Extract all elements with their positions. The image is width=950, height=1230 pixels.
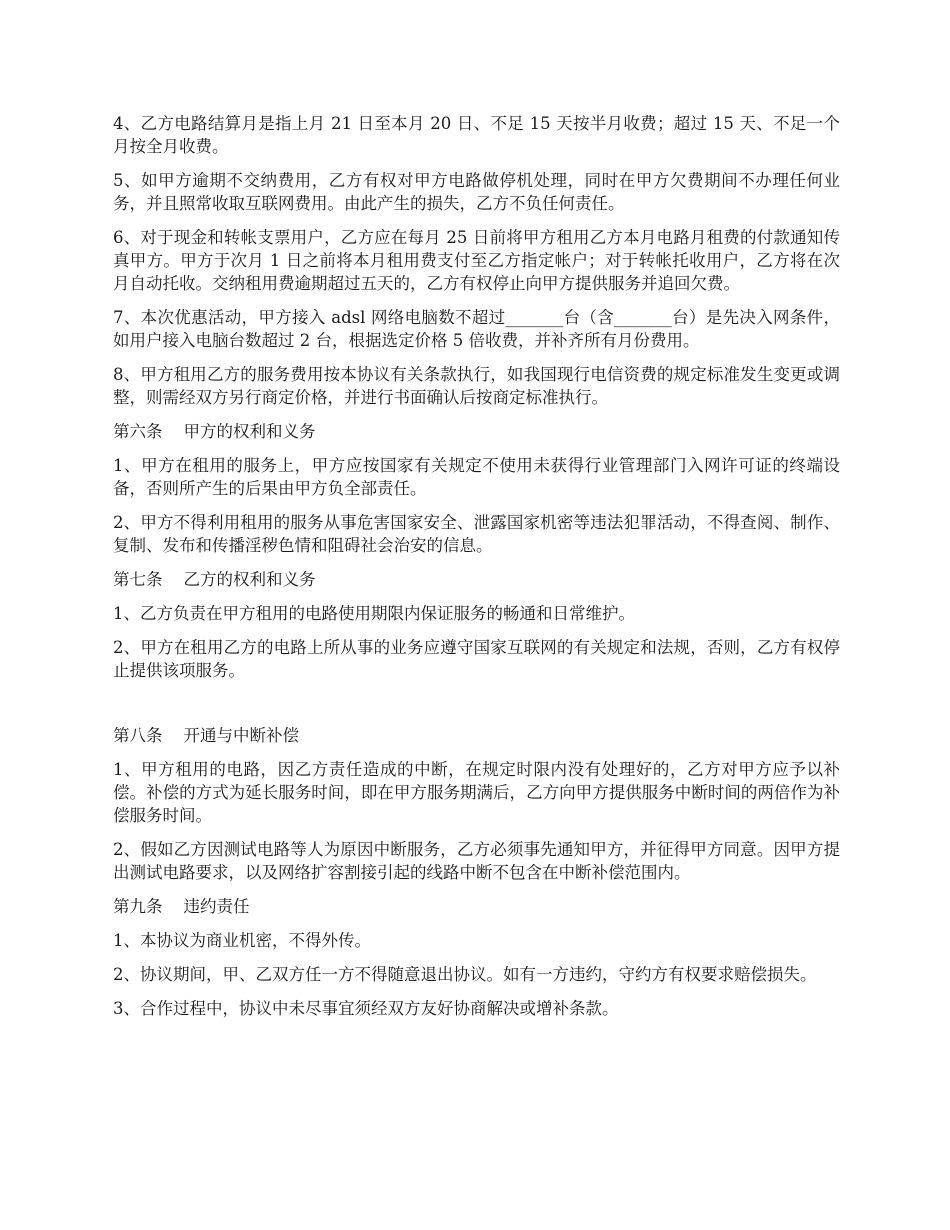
clause-5-5: 5、如甲方逾期不交纳费用，乙方有权对甲方电路做停机处理，同时在甲方欠费期间不办理任何业务，并且照常收取互联网费用。由此产生的损失，乙方不负任何责任。: [113, 171, 840, 213]
clause-6-1: 1、甲方在租用的服务上，甲方应按国家有关规定不使用未获得行业管理部门入网许可证的终端设备，否则所产生的后果由甲方负全部责任。: [113, 456, 840, 498]
clause-9-1: 1、本协议为商业机密，不得外传。: [113, 931, 371, 950]
clause-5-7: 7、本次优惠活动，甲方接入 adsl 网络电脑数不超过_______台（含_______台）是先决入网条件，如用户接入电脑台数超过 2 台，根据选定价格 5 倍收费，并补齐所有月份费用。: [113, 308, 840, 350]
clause-5-4: 4、乙方电路结算月是指上月 21 日至本月 20 日、不足 15 天按半月收费；超过 15 天、不足一个月按全月收费。: [113, 114, 840, 156]
section-9-heading: 第九条 违约责任: [113, 897, 250, 916]
clause-8-2: 2、假如乙方因测试电路等人为原因中断服务，乙方必须事先通知甲方，并征得甲方同意。因甲方提出测试电路要求，以及网络扩容割接引起的线路中断不包含在中断补偿范围内。: [113, 840, 840, 882]
clause-5-6: 6、对于现金和转帐支票用户，乙方应在每月 25 日前将甲方租用乙方本月电路月租费的付款通知传真甲方。甲方于次月 1 日之前将本月租用费支付至乙方指定帐户；对于转帐托收用户，乙方将在次月自动托收。交纳租用费逾期超过五天的，乙方有权停止向甲方提供服务并追回欠费。: [113, 228, 840, 293]
clause-6-2: 2、甲方不得利用租用的服务从事危害国家安全、泄露国家机密等违法犯罪活动，不得查阅、制作、复制、发布和传播淫秽色情和阻碍社会治安的信息。: [113, 513, 840, 555]
clause-9-3: 3、合作过程中，协议中未尽事宜须经双方友好协商解决或增补条款。: [113, 999, 619, 1018]
blank-spacer: [113, 693, 840, 724]
clause-8-1: 1、甲方租用的电路，因乙方责任造成的中断，在规定时限内没有处理好的，乙方对甲方应予以补偿。补偿的方式为延长服务时间，即在甲方服务期满后，乙方向甲方提供服务中断时间的两倍作为补偿服务时间。: [113, 760, 840, 825]
section-7-heading: 第七条 乙方的权利和义务: [113, 570, 316, 589]
clause-7-2: 2、甲方在租用乙方的电路上所从事的业务应遵守国家互联网的有关规定和法规，否则，乙方有权停止提供该项服务。: [113, 638, 840, 680]
clause-5-8: 8、甲方租用乙方的服务费用按本协议有关条款执行，如我国现行电信资费的规定标准发生变更或调整，则需经双方另行商定价格，并进行书面确认后按商定标准执行。: [113, 365, 840, 407]
clause-9-2: 2、协议期间，甲、乙双方任一方不得随意退出协议。如有一方违约，守约方有权要求赔偿损失。: [113, 965, 817, 984]
section-8-heading: 第八条 开通与中断补偿: [113, 726, 299, 745]
section-6-heading: 第六条 甲方的权利和义务: [113, 422, 316, 441]
clause-7-1: 1、乙方负责在甲方租用的电路使用期限内保证服务的畅通和日常维护。: [113, 604, 635, 623]
